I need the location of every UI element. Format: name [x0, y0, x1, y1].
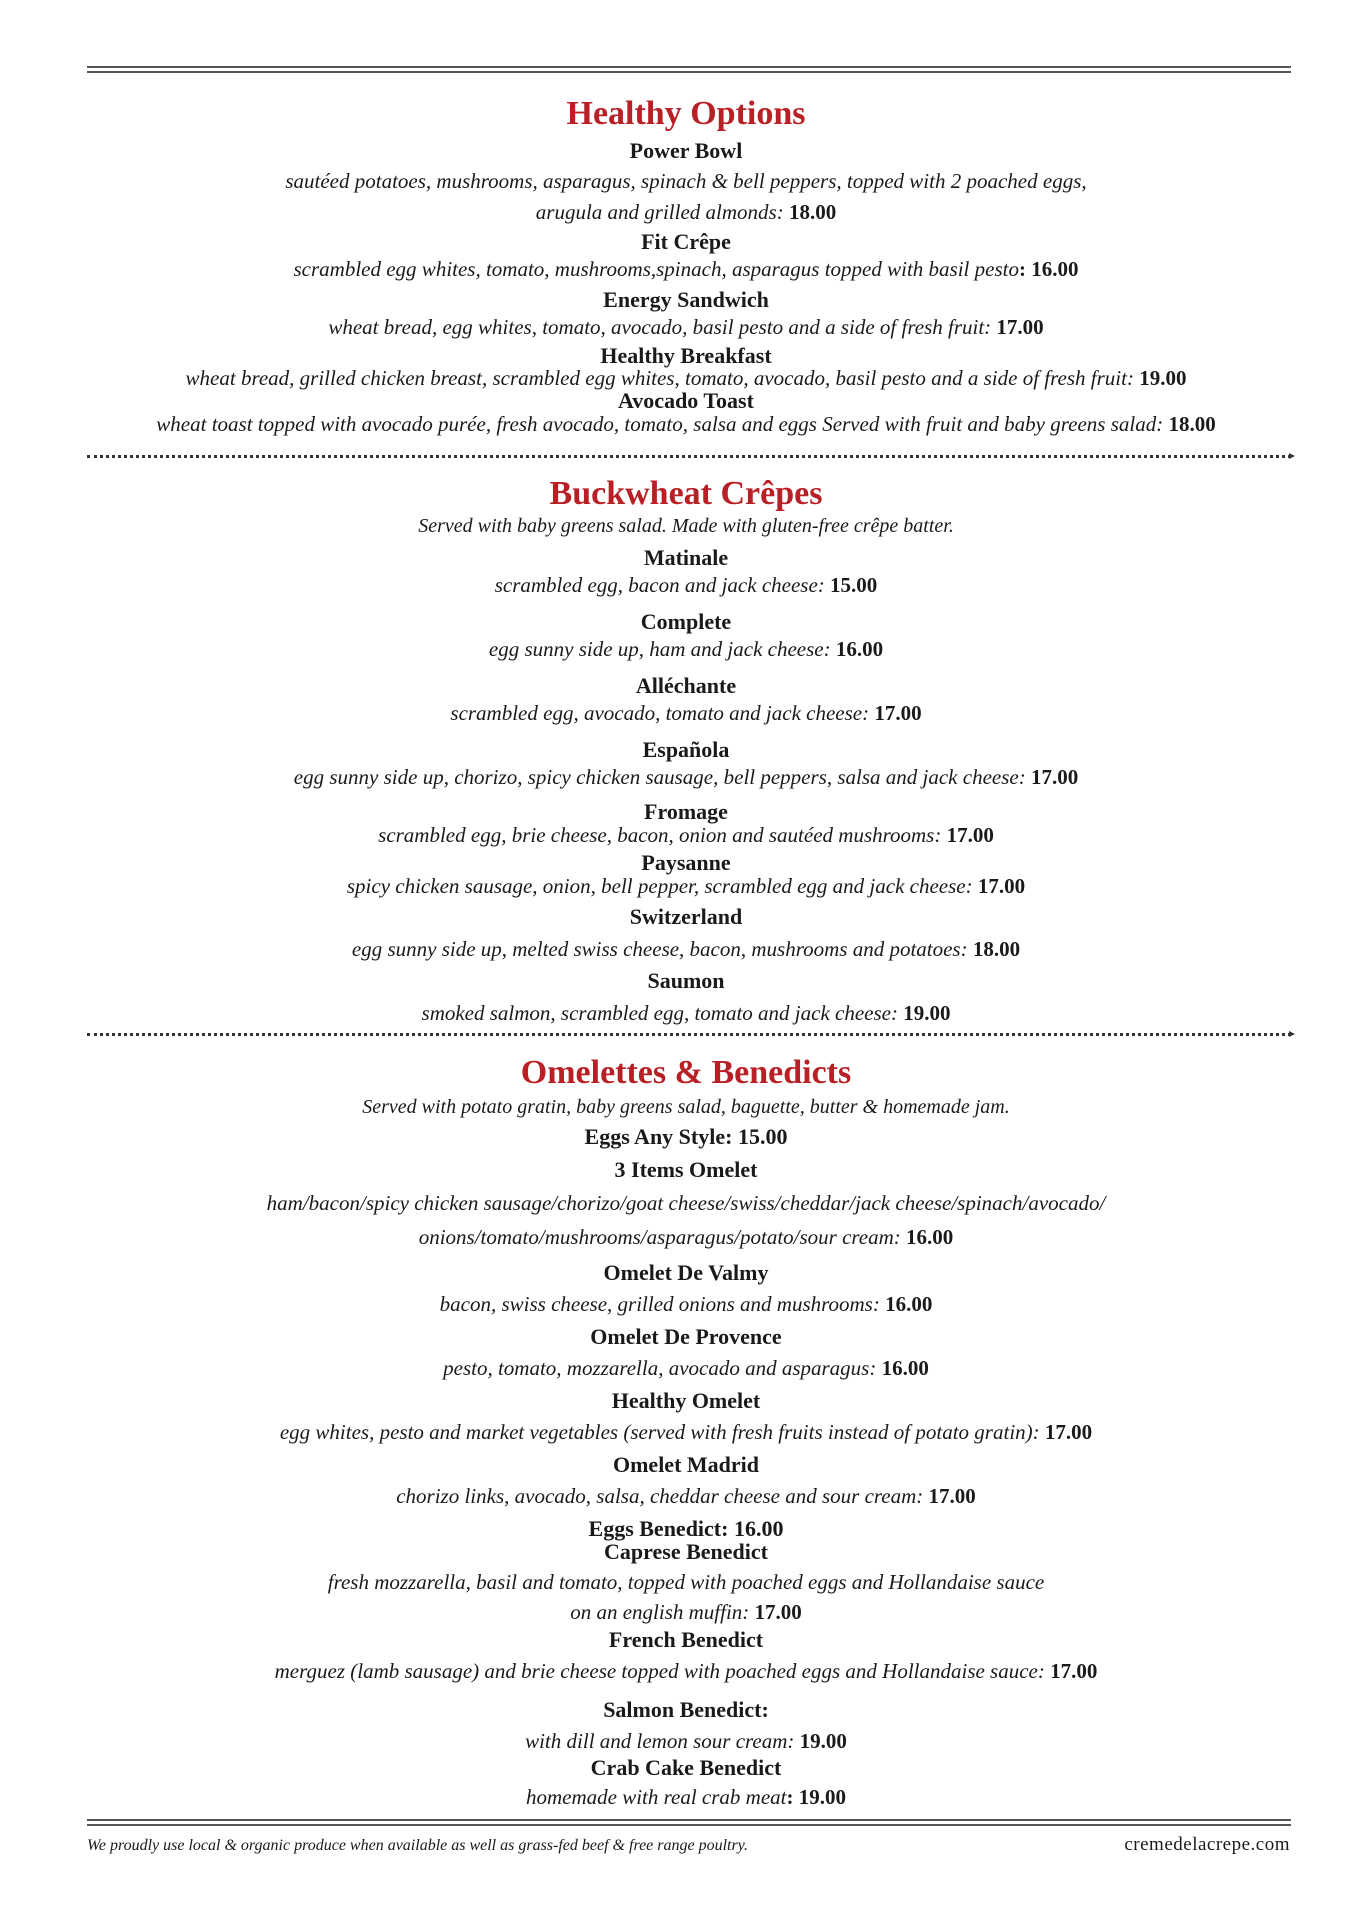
item-description: wheat toast topped with avocado purée, fresh avocado, tomato, salsa and eggs Served with fruit and baby greens salad: 18.00: [156, 412, 1216, 436]
item-description: chorizo links, avocado, salsa, cheddar cheese and sour cream: 17.00: [396, 1484, 976, 1508]
item-name: Eggs Benedict: 16.00: [588, 1516, 784, 1541]
item-name: Paysanne: [641, 850, 731, 875]
menu-item-switzerland: [0, 904, 1372, 968]
item-price: 16.00: [906, 1225, 954, 1249]
item-description: scrambled egg, avocado, tomato and jack cheese: 17.00: [450, 701, 922, 725]
footer-website: cremedelacrepe.com: [1124, 1834, 1290, 1855]
item-name: Saumon: [647, 968, 725, 993]
section-divider: [87, 1033, 1291, 1036]
item-name: Caprese Benedict: [604, 1539, 768, 1564]
item-price: 19.00: [1139, 366, 1187, 390]
item-price: 16.00: [835, 637, 884, 661]
item-description: wheat bread, egg whites, tomato, avocado, basil pesto and a side of fresh fruit: 17.00: [328, 315, 1044, 339]
item-name: Complete: [640, 609, 732, 634]
menu-item-healthy-breakfast: [0, 345, 1372, 389]
menu-item-fit-crepe: [0, 229, 1372, 283]
item-description: egg sunny side up, chorizo, spicy chicken sausage, bell peppers, salsa and jack cheese: 17.00: [293, 765, 1079, 789]
item-price: 17.00: [874, 701, 922, 725]
item-price: 18.00: [1168, 412, 1216, 436]
menu-item-fromage: [0, 801, 1372, 847]
menu-item-energy-sandwich: [0, 287, 1372, 341]
item-name: Fromage: [644, 799, 728, 824]
item-price: : 16.00: [1018, 257, 1079, 281]
item-name: Switzerland: [629, 904, 743, 929]
section-subtitle: Served with baby greens salad. Made with gluten-free crêpe batter.: [418, 515, 954, 537]
item-description: scrambled egg, brie cheese, bacon, onion and sautéed mushrooms: 17.00: [378, 823, 994, 847]
item-description: homemade with real crab meat: 19.00: [525, 1785, 846, 1809]
menu-item-avocado-toast: [0, 390, 1372, 436]
item-price: 17.00: [946, 823, 994, 847]
item-name: Healthy Breakfast: [600, 343, 772, 368]
item-price: 16.00: [885, 1292, 933, 1316]
item-description-cont: on an english muffin: 17.00: [570, 1600, 802, 1624]
menu-item-paysanne: [0, 852, 1372, 898]
item-price: 18.00: [788, 200, 837, 224]
item-price: 17.00: [996, 315, 1044, 339]
menu-item-allechante: [0, 673, 1372, 727]
section-divider: [87, 455, 1291, 458]
item-price: 17.00: [1050, 1659, 1098, 1683]
item-description: bacon, swiss cheese, grilled onions and mushrooms: 16.00: [439, 1292, 933, 1316]
menu-item-eggs-benedict: [0, 1518, 1372, 1540]
item-description: smoked salmon, scrambled egg, tomato and jack cheese: 19.00: [421, 1001, 951, 1025]
item-name: Omelet Madrid: [612, 1452, 760, 1477]
item-description: sautéed potatoes, mushrooms, asparagus, spinach & bell peppers, topped with 2 poached eggs,: [285, 169, 1087, 193]
item-name: Fit Crêpe: [641, 229, 731, 254]
section-title: Buckwheat Crêpes: [549, 475, 823, 512]
item-description: scrambled egg, bacon and jack cheese: 15.00: [494, 573, 878, 597]
item-price: 17.00: [977, 874, 1026, 898]
item-name: Avocado Toast: [618, 388, 754, 413]
menu-item-power-bowl: [0, 138, 1372, 226]
item-price: 19.00: [799, 1729, 847, 1753]
item-name: Alléchante: [635, 673, 737, 698]
item-name: Healthy Omelet: [611, 1388, 761, 1413]
item-name: Eggs Any Style: 15.00: [584, 1124, 788, 1149]
bottom-double-rule: [87, 1819, 1291, 1826]
item-price: 17.00: [928, 1484, 976, 1508]
menu-item-french-benedict: [0, 1628, 1372, 1690]
menu-item-omelet-madrid: [0, 1452, 1372, 1514]
item-name: Energy Sandwich: [603, 287, 769, 312]
menu-item-salmon-benedict: [0, 1697, 1372, 1759]
item-description: pesto, tomato, mozzarella, avocado and asparagus: 16.00: [443, 1356, 929, 1380]
menu-item-healthy-omelet: [0, 1388, 1372, 1450]
item-price: : 19.00: [786, 1785, 846, 1809]
section-subtitle: Served with potato gratin, baby greens salad, baguette, butter & homemade jam.: [362, 1096, 1010, 1118]
item-description: merguez (lamb sausage) and brie cheese topped with poached eggs and Hollandaise sauce: 17.00: [274, 1659, 1098, 1683]
item-description: egg sunny side up, ham and jack cheese: 16.00: [488, 637, 884, 661]
item-name: Española: [642, 737, 730, 762]
menu-item-crab-cake-benedict: [0, 1756, 1372, 1814]
footer-sourcing-note: We proudly use local & organic produce when available as well as grass-fed beef & free range poultry.: [87, 1837, 748, 1854]
item-price: 17.00: [1030, 765, 1079, 789]
menu-item-caprese-benedict: [0, 1540, 1372, 1624]
item-description: spicy chicken sausage, onion, bell pepper, scrambled egg and jack cheese: 17.00: [346, 874, 1026, 898]
menu-item-omelet-de-provence: [0, 1324, 1372, 1386]
item-price: 18.00: [972, 937, 1021, 961]
item-description: egg sunny side up, melted swiss cheese, bacon, mushrooms and potatoes: 18.00: [351, 937, 1021, 961]
section-healthy-options: [0, 94, 1372, 134]
item-name: Omelet De Provence: [590, 1324, 782, 1349]
item-price: 15.00: [830, 573, 878, 597]
section-buckwheat-crepes: [0, 474, 1372, 538]
item-name: French Benedict: [608, 1627, 764, 1652]
top-double-rule: [87, 66, 1291, 73]
item-price: 17.00: [754, 1600, 802, 1624]
item-description: wheat bread, grilled chicken breast, scrambled egg whites, tomato, avocado, basil pesto and a side of fresh fruit: 19.00: [185, 366, 1187, 390]
item-name: Crab Cake Benedict: [590, 1755, 782, 1780]
item-description-cont: onions/tomato/mushrooms/asparagus/potato/sour cream: 16.00: [418, 1225, 954, 1249]
item-description: with dill and lemon sour cream: 19.00: [525, 1729, 847, 1753]
item-price: 19.00: [903, 1001, 951, 1025]
menu-item-eggs-any-style: [0, 1124, 1372, 1150]
item-name: Power Bowl: [629, 138, 743, 163]
item-price: 17.00: [1044, 1420, 1093, 1444]
menu-item-omelet-de-valmy: [0, 1260, 1372, 1322]
item-description: ham/bacon/spicy chicken sausage/chorizo/goat cheese/swiss/cheddar/jack cheese/spinach/avocado/: [266, 1191, 1106, 1215]
item-name: Omelet De Valmy: [603, 1260, 769, 1285]
item-name: 3 Items Omelet: [614, 1157, 758, 1182]
item-description-cont: arugula and grilled almonds: 18.00: [535, 200, 837, 224]
item-description: egg whites, pesto and market vegetables (served with fresh fruits instead of potato gratin): 17.00: [279, 1420, 1093, 1444]
menu-item-3-items-omelet: [0, 1157, 1372, 1251]
menu-item-matinale: [0, 545, 1372, 599]
item-name: Salmon Benedict:: [603, 1697, 769, 1722]
menu-item-saumon: [0, 968, 1372, 1032]
section-omelettes-benedicts: [0, 1053, 1372, 1121]
section-title: Healthy Options: [566, 95, 806, 132]
item-description: fresh mozzarella, basil and tomato, topped with poached eggs and Hollandaise sauce: [327, 1570, 1045, 1594]
section-title: Omelettes & Benedicts: [520, 1054, 852, 1091]
item-name: Matinale: [643, 545, 729, 570]
item-description: scrambled egg whites, tomato, mushrooms,spinach, asparagus topped with basil pesto: 16.00: [293, 257, 1079, 281]
menu-item-complete: [0, 609, 1372, 663]
menu-item-espanola: [0, 737, 1372, 791]
item-price: 16.00: [881, 1356, 929, 1380]
